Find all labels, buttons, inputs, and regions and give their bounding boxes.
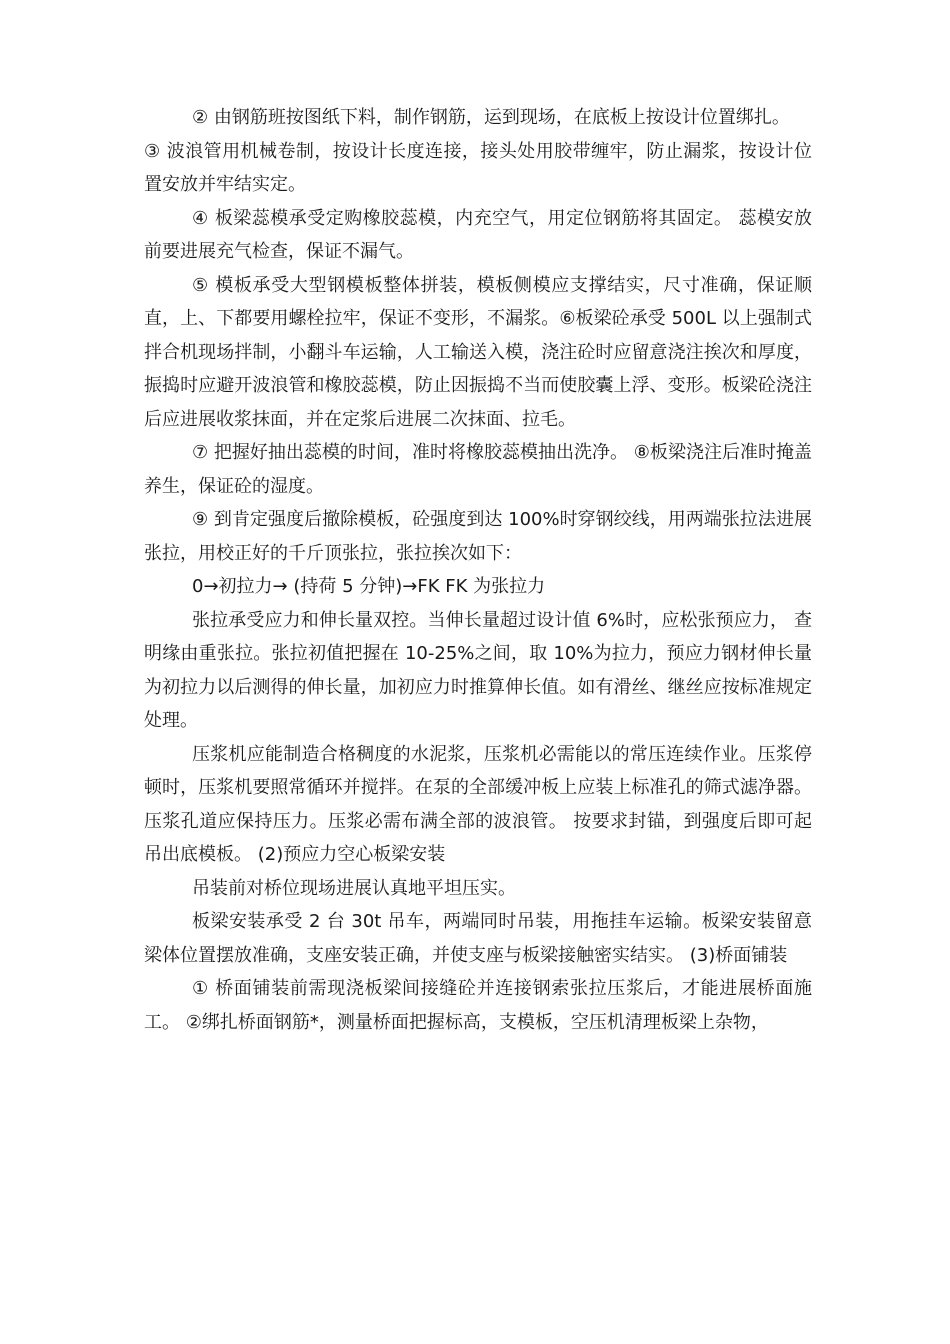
paragraph-step-3: ③ 波浪管用机械卷制，按设计长度连接，接头处用胶带缠牢，防止漏浆，按设计位置安放并牢结实定。 <box>144 140 812 195</box>
paragraph-step-7-8: ⑦ 把握好抽出蕊模的时间，准时将橡胶蕊模抽出洗净。 ⑧板梁浇注后准时掩盖养生，保证砼的湿度。 <box>144 442 812 497</box>
paragraph-deck-paving: ① 桥面铺装前需现浇板梁间接缝砼并连接钢索张拉压浆后，才能进展桥面施工。 ②绑扎桥面钢筋*，测量桥面把握标高，支模板，空压机清理板梁上杂物， <box>144 978 812 1033</box>
paragraph-step-2: ② 由钢筋班按图纸下料，制作钢筋，运到现场，在底板上按设计位置绑扎。 <box>192 107 790 128</box>
paragraph-step-4: ④ 板梁蕊模承受定购橡胶蕊模，内充空气，用定位钢筋将其固定。 蕊模安放前要进展充气检查，保证不漏气。 <box>144 207 812 262</box>
paragraph-beam-installation: 板梁安装承受 2 台 30t 吊车，两端同时吊装，用拖挂车运输。板梁安装留意梁体位置摆放准确，支座安装正确，并使支座与板梁接触密实结实。 (3)桥面铺装 <box>144 911 812 966</box>
paragraph-pre-lifting: 吊装前对桥位现场进展认真地平坦压实。 <box>192 877 516 899</box>
paragraph-step-9: ⑨ 到肯定强度后撤除模板，砼强度到达 100%时穿钢绞线，用两端张拉法进展张拉，用校正好的千斤顶张拉，张拉挨次如下： <box>144 509 812 564</box>
document-body <box>144 101 812 1039</box>
paragraph-tension-sequence: 0→初拉力→ (持荷 5 分钟)→FK FK 为张拉力 <box>192 576 546 597</box>
paragraph-grouting: 压浆机应能制造合格稠度的水泥浆，压浆机必需能以的常压连续作业。压浆停顿时，压浆机要照常循环并搅拌。在泵的全部缓冲板上应装上标准孔的筛式滤净器。压浆孔道应保持压力。压浆必需布满全部的波浪管。 按要求封锚，到强度后即可起吊出底模板。 (2)预应力空心板梁安装 <box>144 743 812 865</box>
paragraph-tension-control: 张拉承受应力和伸长量双控。当伸长量超过设计值 6%时，应松张预应力， 查明缘由重张拉。张拉初值把握在 10-25%之间，取 10%为拉力，预应力钢材伸长量为初拉力以后测得的伸长量，加初应力时推算伸长值。如有滑丝、继丝应按标准规定处理。 <box>144 609 812 731</box>
paragraph-step-5-6: ⑤ 模板承受大型钢模板整体拼装，模板侧模应支撑结实，尺寸准确，保证顺直，上、下都要用螺栓拉牢，保证不变形，不漏浆。⑥板梁砼承受 500L 以上强制式拌合机现场拌制，小翻斗车运输，人工输送入模，浇注砼时应留意浇注挨次和厚度，振捣时应避开波浪管和橡胶蕊模，防止因振捣不当而使胶囊上浮、变形。板梁砼浇注后应进展收浆抹面，并在定浆后进展二次抹面、拉毛。 <box>144 274 812 430</box>
